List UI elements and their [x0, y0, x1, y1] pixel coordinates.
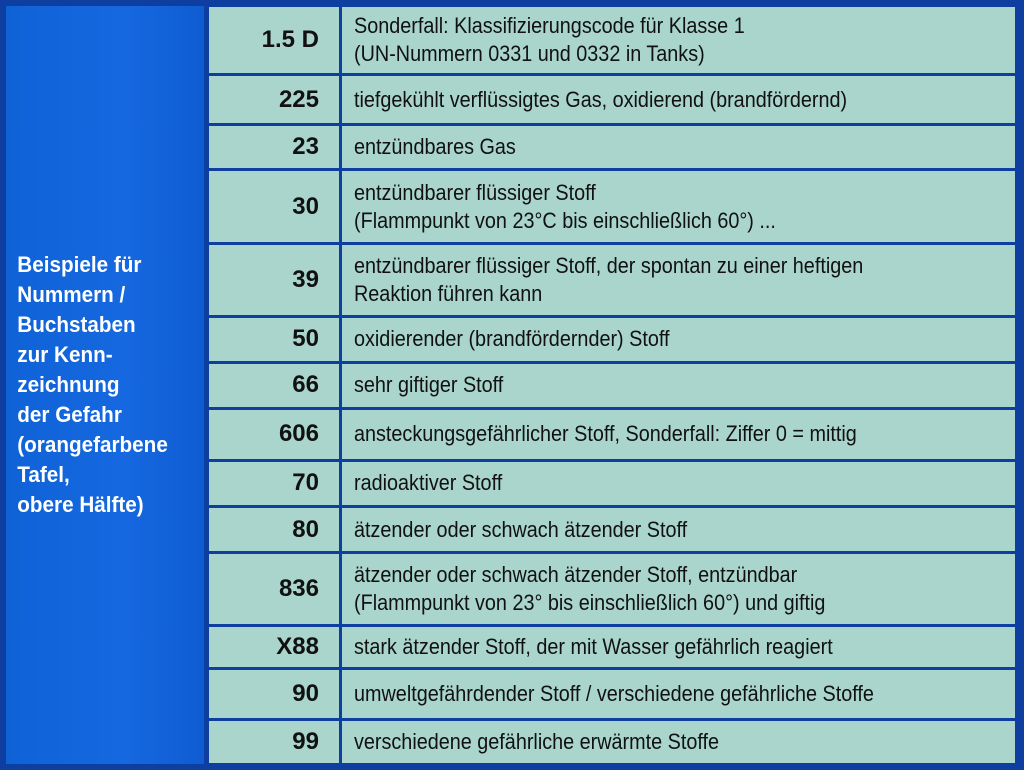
hazard-description-cell	[341, 74, 1017, 125]
hazard-code-cell: 23	[208, 125, 341, 170]
hazard-description-cell	[341, 719, 1017, 764]
table-row	[208, 243, 1017, 316]
hazard-code-cell: 225	[208, 74, 341, 125]
table-row	[208, 170, 1017, 243]
hazard-description-cell	[341, 6, 1017, 75]
hazard-description-cell	[341, 316, 1017, 362]
table-row	[208, 626, 1017, 669]
hazard-code-cell: 30	[208, 170, 341, 243]
table-row	[208, 362, 1017, 408]
table-row	[208, 6, 1017, 75]
hazard-description-text: entzündbarer flüssiger Stoff (Flammpunkt von 23°C bis einschließlich 60°) ...	[354, 179, 776, 233]
hazard-code-cell: 66	[208, 362, 341, 408]
hazard-description-text: verschiedene gefährliche erwärmte Stoffe	[354, 728, 720, 754]
hazard-code-cell: 70	[208, 460, 341, 506]
hazard-description-text: stark ätzender Stoff, der mit Wasser gefährlich reagiert	[354, 634, 833, 660]
table-row	[208, 719, 1017, 764]
hazard-code-cell: 80	[208, 506, 341, 552]
hazard-description-text: oxidierender (brandfördernder) Stoff	[354, 326, 670, 352]
hazard-description-cell	[341, 506, 1017, 552]
table-row	[208, 553, 1017, 626]
hazard-description-text: tiefgekühlt verflüssigtes Gas, oxidierend (brandfördernd)	[354, 86, 848, 112]
hazard-description-text: entzündbarer flüssiger Stoff, der spontan zu einer heftigen Reaktion führen kann	[354, 252, 864, 306]
hazard-description-cell	[341, 362, 1017, 408]
hazard-description-cell	[341, 460, 1017, 506]
hazard-description-cell	[341, 170, 1017, 243]
hazard-description-cell	[341, 243, 1017, 316]
side-header-label: Beispiele für Nummern / Buchstaben zur Kenn- zeichnung der Gefahr (orangefarbene Tafel, obere Hälfte)	[17, 252, 168, 517]
hazard-description-cell	[341, 125, 1017, 170]
hazard-description-text: entzündbares Gas	[354, 134, 516, 160]
hazard-code-cell: 606	[208, 409, 341, 461]
hazard-description-text: ätzender oder schwach ätzender Stoff, entzündbar (Flammpunkt von 23° bis einschließlich 60°) und giftig	[354, 562, 826, 616]
table-row	[208, 409, 1017, 461]
table-row	[208, 460, 1017, 506]
hazard-code-cell: 1.5 D	[208, 6, 341, 75]
table-row	[208, 125, 1017, 170]
hazard-code-cell: 50	[208, 316, 341, 362]
hazard-code-cell: 836	[208, 553, 341, 626]
hazard-description-text: umweltgefährdender Stoff / verschiedene gefährliche Stoffe	[354, 680, 874, 706]
hazard-code-cell: X88	[208, 626, 341, 669]
table-row	[208, 316, 1017, 362]
hazard-description-text: ätzender oder schwach ätzender Stoff	[354, 516, 688, 542]
hazard-description-cell	[341, 626, 1017, 669]
hazard-code-cell: 99	[208, 719, 341, 764]
hazard-description-text: sehr giftiger Stoff	[354, 372, 504, 398]
table-row	[208, 506, 1017, 552]
hazard-code-table	[206, 4, 1018, 766]
table-row	[208, 74, 1017, 125]
side-header-panel	[6, 6, 204, 764]
table-row	[208, 669, 1017, 720]
hazard-description-cell	[341, 553, 1017, 626]
hazard-code-cell: 90	[208, 669, 341, 720]
hazard-description-text: Sonderfall: Klassifizierungscode für Klasse 1 (UN-Nummern 0331 und 0332 in Tanks)	[354, 12, 745, 66]
hazard-description-cell	[341, 409, 1017, 461]
hazard-code-cell: 39	[208, 243, 341, 316]
hazard-description-text: radioaktiver Stoff	[354, 470, 503, 496]
hazard-description-cell	[341, 669, 1017, 720]
hazard-description-text: ansteckungsgefährlicher Stoff, Sonderfall: Ziffer 0 = mittig	[354, 421, 857, 447]
